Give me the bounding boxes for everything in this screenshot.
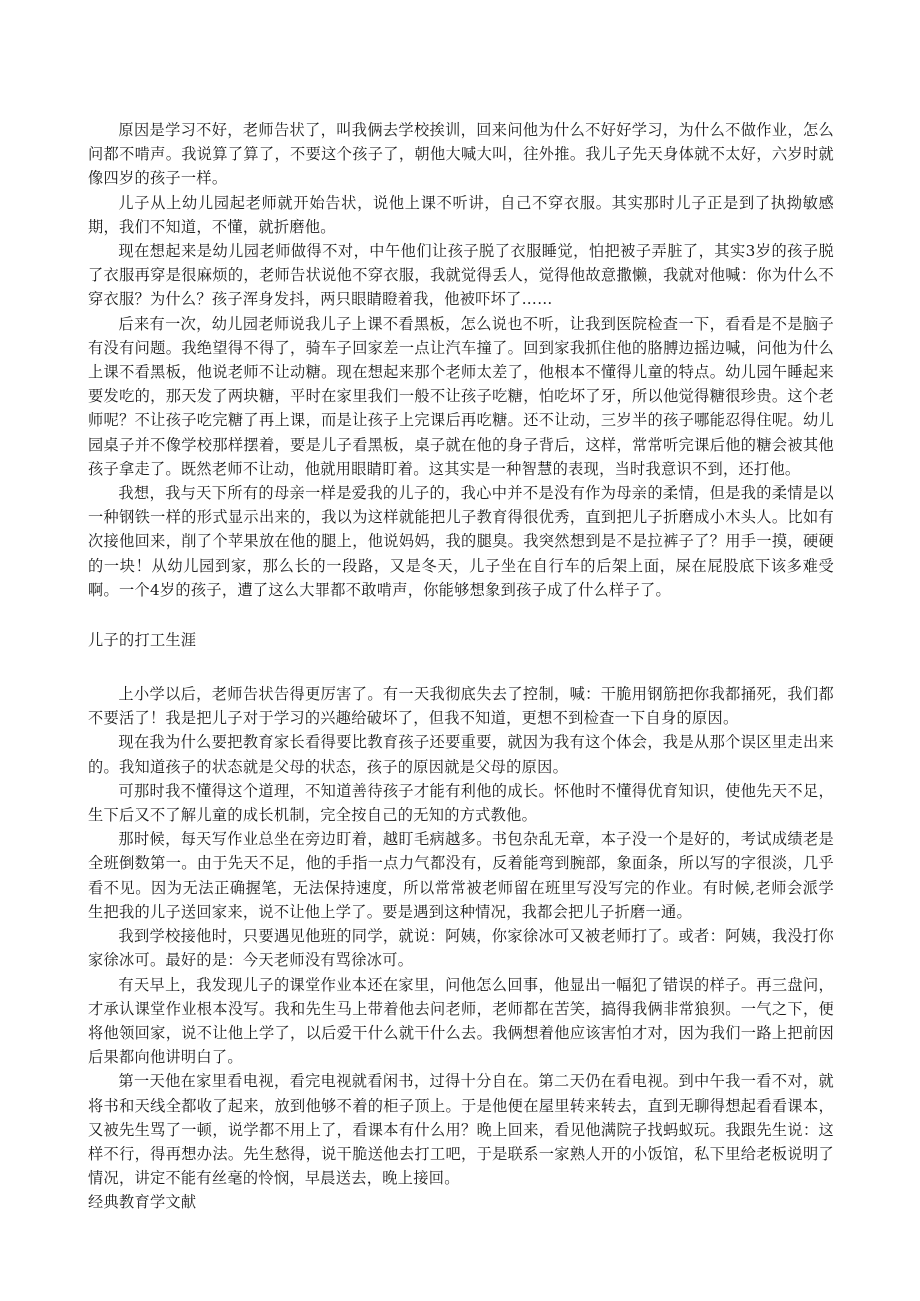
section-intro bbox=[88, 118, 834, 602]
paragraph: 现在我为什么要把教育家长看得要比教育孩子还要重要，就因为我有这个体会，我是从那个误区里走出来的。我知道孩子的状态就是父母的状态，孩子的原因就是父母的原因。 bbox=[88, 733, 834, 776]
paragraph: 我到学校接他时，只要遇见他班的同学，就说：阿姨，你家徐冰可又被老师打了。或者：阿姨，我没打你家徐冰可。最好的是：今天老师没有骂徐冰可。 bbox=[88, 927, 834, 970]
section-work-life bbox=[88, 682, 834, 1190]
paragraph: 后来有一次，幼儿园老师说我儿子上课不看黑板，怎么说也不听，让我到医院检查一下，看看是不是脑子有没有问题。我绝望得不得了，骑车子回家差一点让汽车撞了。回到家我抓住他的胳膊边摇边喊，问他为什么上课不看黑板，他说老师不让动糖。现在想起来那个老师太差了，他根本不懂得儿童的特点。幼儿园午睡起来要发吃的，那天发了两块糖，平时在家里我们一般不让孩子吃糖，怕吃坏了牙，所以他觉得糖很珍贵。这个老师呢？不让孩子吃完糖了再上课，而是让孩子上完课后再吃糖。还不让动，三岁半的孩子哪能忍得住呢。幼儿园桌子并不像学校那样摆着，要是儿子看黑板，桌子就在他的身子背后，这样，常常听完课后他的糖会被其他孩子拿走了。既然老师不让动，他就用眼睛盯着。这其实是一种智慧的表现，当时我意识不到，还打他。 bbox=[88, 314, 834, 478]
paragraph: 可那时我不懂得这个道理，不知道善待孩子才能有利他的成长。怀他时不懂得优育知识，使他先天不足，生下后又不了解儿童的成长机制，完全按自己的无知的方式教他。 bbox=[88, 781, 834, 825]
paragraph: 第一天他在家里看电视，看完电视就看闲书，过得十分自在。第二天仍在看电视。到中午我一看不对，就将书和天线全都收了起来，放到他够不着的柜子顶上。于是他便在屋里转来转去，直到无聊得想起看看课本，又被先生骂了一顿，说学都不用上了，看课本有什么用？晚上回来，看见他满院子找蚂蚁玩。我跟先生说：这样不行，得再想办法。先生愁得，说干脆送他去打工吧，于是联系一家熟人开的小饭馆，私下里给老板说明了情况，讲定不能有丝毫的怜悯，早晨送去，晚上接回。 bbox=[88, 1072, 834, 1188]
paragraph: 现在想起来是幼儿园老师做得不对，中午他们让孩子脱了衣服睡觉，怕把被子弄脏了，其实3岁的孩子脱了衣服再穿是很麻烦的，老师告状说他不穿衣服，我就觉得丢人，觉得他故意撒懒，我就对他喊：你为什么不穿衣服？为什么？孩子浑身发抖，两只眼睛瞪着我，他被吓坏了…… bbox=[88, 242, 834, 309]
paragraph: 儿子从上幼儿园起老师就开始告状，说他上课不听讲，自己不穿衣服。其实那时儿子正是到了执拗敏感期，我们不知道，不懂，就折磨他。 bbox=[88, 193, 834, 236]
document-footer-title: 经典教育学文献 bbox=[88, 1193, 197, 1212]
paragraph: 那时候，每天写作业总坐在旁边盯着，越盯毛病越多。书包杂乱无章，本子没一个是好的，考试成绩老是全班倒数第一。由于先天不足，他的手指一点力气都没有，反着能弯到腕部，象面条，所以写的字很淡，几乎看不见。因为无法正确握笔，无法保持速度，所以常常被老师留在班里写没写完的作业。有时候,老师会派学生把我的儿子送回家来，说不让他上学了。要是遇到这种情况，我都会把儿子折磨一通。 bbox=[88, 830, 834, 921]
paragraph: 有天早上，我发现儿子的课堂作业本还在家里，问他怎么回事，他显出一幅犯了错误的样子。再三盘问，才承认课堂作业根本没写。我和先生马上带着他去问老师，老师都在苦笑，搞得我俩非常狼狈。一气之下，便将他领回家，说不让他上学了，以后爱干什么就干什么去。我俩想着他应该害怕才对，因为我们一路上把前因后果都向他讲明白了。 bbox=[88, 975, 834, 1067]
section-heading: 儿子的打工生涯 bbox=[88, 631, 197, 650]
paragraph: 原因是学习不好，老师告状了，叫我俩去学校挨训，回来问他为什么不好好学习，为什么不做作业，怎么问都不啃声。我说算了算了，不要这个孩子了，朝他大喊大叫，往外推。我儿子先天身体就不太好，六岁时就像四岁的孩子一样。 bbox=[88, 121, 834, 188]
paragraph: 我想，我与天下所有的母亲一样是爱我的儿子的，我心中并不是没有作为母亲的柔情，但是我的柔情是以一种钢铁一样的形式显示出来的，我以为这样就能把儿子教育得很优秀，直到把儿子折磨成小木头人。比如有次接他回来，削了个苹果放在他的腿上，他说妈妈，我的腿臭。我突然想到是不是拉裤子了？用手一摸，硬硬的一块！从幼儿园到家，那么长的一段路，又是冬天，儿子坐在自行车的后架上面，屎在屁股底下该多难受啊。一个4岁的孩子，遭了这么大罪都不敢啃声，你能够想象到孩子成了什么样子了。 bbox=[88, 484, 834, 599]
document-page bbox=[88, 118, 834, 1215]
paragraph: 上小学以后，老师告状告得更厉害了。有一天我彻底失去了控制，喊：干脆用钢筋把你我都捅死，我们都不要活了！我是把儿子对于学习的兴趣给破坏了，但我不知道，更想不到检查一下自身的原因。 bbox=[88, 685, 834, 728]
